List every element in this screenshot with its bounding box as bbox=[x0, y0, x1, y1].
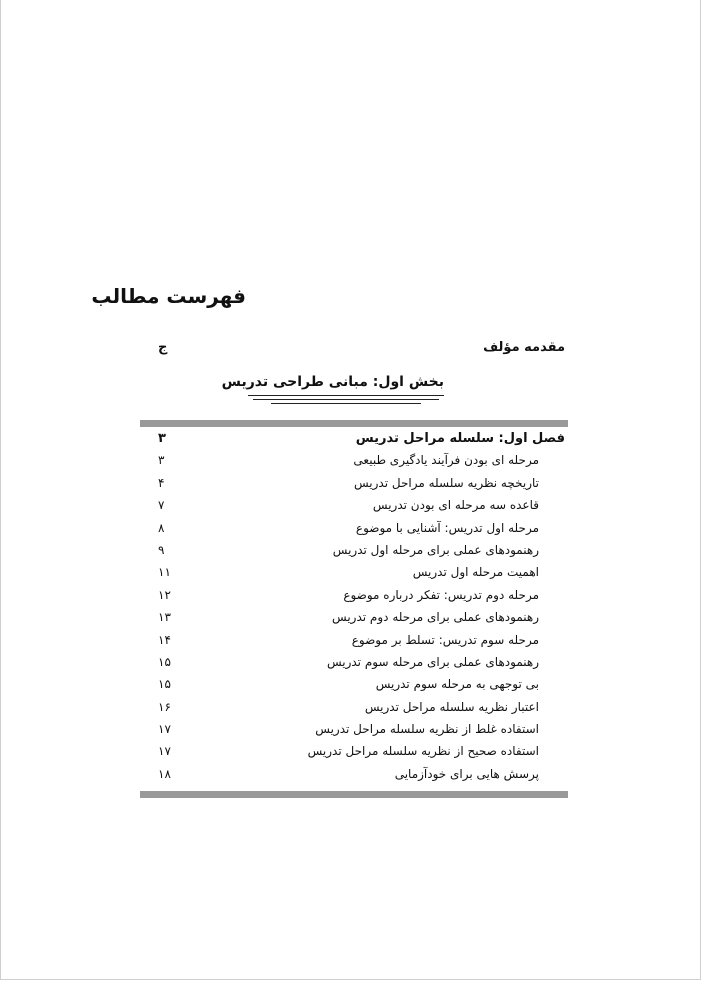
toc-entry[interactable] bbox=[140, 719, 565, 741]
toc-entry[interactable] bbox=[140, 540, 565, 562]
toc-entry-label: رهنمودهای عملی برای مرحله اول تدریس bbox=[332, 542, 539, 557]
toc-entry-label: رهنمودهای عملی برای مرحله سوم تدریس bbox=[326, 654, 539, 669]
toc-entry-page: ۳ bbox=[158, 431, 166, 446]
toc-entry-label: قاعده سه مرحله ای بودن تدریس bbox=[372, 498, 539, 513]
toc-intro-page: ج bbox=[158, 340, 168, 355]
toc-entry-page: ۱۱ bbox=[158, 565, 171, 580]
toc-entry[interactable] bbox=[140, 630, 565, 652]
part-title: بخش اول: مبانی طراحی تدریس bbox=[221, 374, 444, 390]
toc-entry-label: مرحله سوم تدریس: تسلط بر موضوع bbox=[351, 632, 539, 647]
toc-entry-label: استفاده غلط از نظریه سلسله مراحل تدریس bbox=[315, 722, 539, 737]
toc-entry-label: مرحله دوم تدریس: تفکر درباره موضوع bbox=[343, 587, 539, 602]
toc-entry-label: تاریخچه نظریه سلسله مراحل تدریس bbox=[354, 475, 539, 490]
toc-entry-page: ۹ bbox=[158, 542, 165, 557]
part-underline-rule bbox=[248, 395, 444, 396]
toc-entry-page: ۱۶ bbox=[158, 699, 171, 714]
part-underline-rule bbox=[271, 403, 421, 404]
toc-entry-page: ۱۴ bbox=[158, 632, 171, 647]
toc-entry-label: پرسش هایی برای خودآزمایی bbox=[394, 766, 539, 781]
toc-entry-label: استفاده صحیح از نظریه سلسله مراحل تدریس bbox=[307, 744, 539, 759]
toc-entry-label: مرحله اول تدریس: آشنایی با موضوع bbox=[355, 520, 539, 535]
toc-entry-page: ۱۳ bbox=[158, 610, 171, 625]
toc-entry-label: رهنمودهای عملی برای مرحله دوم تدریس bbox=[332, 610, 539, 625]
toc-intro-label: مقدمه مؤلف bbox=[483, 340, 565, 355]
toc-entry[interactable] bbox=[140, 495, 565, 517]
toc-entry[interactable] bbox=[140, 518, 565, 540]
toc-entry-label: مرحله ای بودن فرآیند یادگیری طبیعی bbox=[353, 453, 539, 468]
toc-entry[interactable] bbox=[140, 607, 565, 629]
table-bottom-bar bbox=[140, 791, 568, 798]
toc-entry[interactable] bbox=[140, 674, 565, 696]
part-heading bbox=[221, 374, 444, 404]
toc-entry-page: ۱۷ bbox=[158, 722, 171, 737]
toc-entry-label: اعتبار نظریه سلسله مراحل تدریس bbox=[364, 699, 539, 714]
toc-entry[interactable] bbox=[140, 450, 565, 472]
toc-entry-list bbox=[140, 428, 565, 786]
toc-entry-page: ۱۷ bbox=[158, 744, 171, 759]
page-title: فهرست مطالب bbox=[91, 284, 246, 308]
toc-entry-label: اهمیت مرحله اول تدریس bbox=[412, 565, 539, 580]
toc-intro-row[interactable] bbox=[140, 340, 565, 362]
toc-entry-page: ۸ bbox=[158, 520, 165, 535]
toc-entry-page: ۴ bbox=[158, 475, 165, 490]
table-top-bar bbox=[140, 420, 568, 427]
toc-entry-label: بی توجهی به مرحله سوم تدریس bbox=[375, 677, 539, 692]
toc-chapter-entry[interactable] bbox=[140, 428, 565, 450]
toc-entry[interactable] bbox=[140, 585, 565, 607]
toc-entry[interactable] bbox=[140, 697, 565, 719]
toc-entry-page: ۱۸ bbox=[158, 766, 171, 781]
toc-entry-label: فصل اول: سلسله مراحل تدریس bbox=[355, 431, 565, 446]
toc-entry[interactable] bbox=[140, 562, 565, 584]
part-underline-rule bbox=[253, 399, 439, 400]
toc-entry-page: ۱۵ bbox=[158, 677, 171, 692]
toc-entry-page: ۳ bbox=[158, 453, 165, 468]
toc-entry[interactable] bbox=[140, 764, 565, 786]
toc-entry-page: ۷ bbox=[158, 498, 165, 513]
toc-entry[interactable] bbox=[140, 652, 565, 674]
toc-entry-page: ۱۲ bbox=[158, 587, 171, 602]
toc-entry[interactable] bbox=[140, 473, 565, 495]
toc-entry-page: ۱۵ bbox=[158, 654, 171, 669]
toc-entry[interactable] bbox=[140, 741, 565, 763]
